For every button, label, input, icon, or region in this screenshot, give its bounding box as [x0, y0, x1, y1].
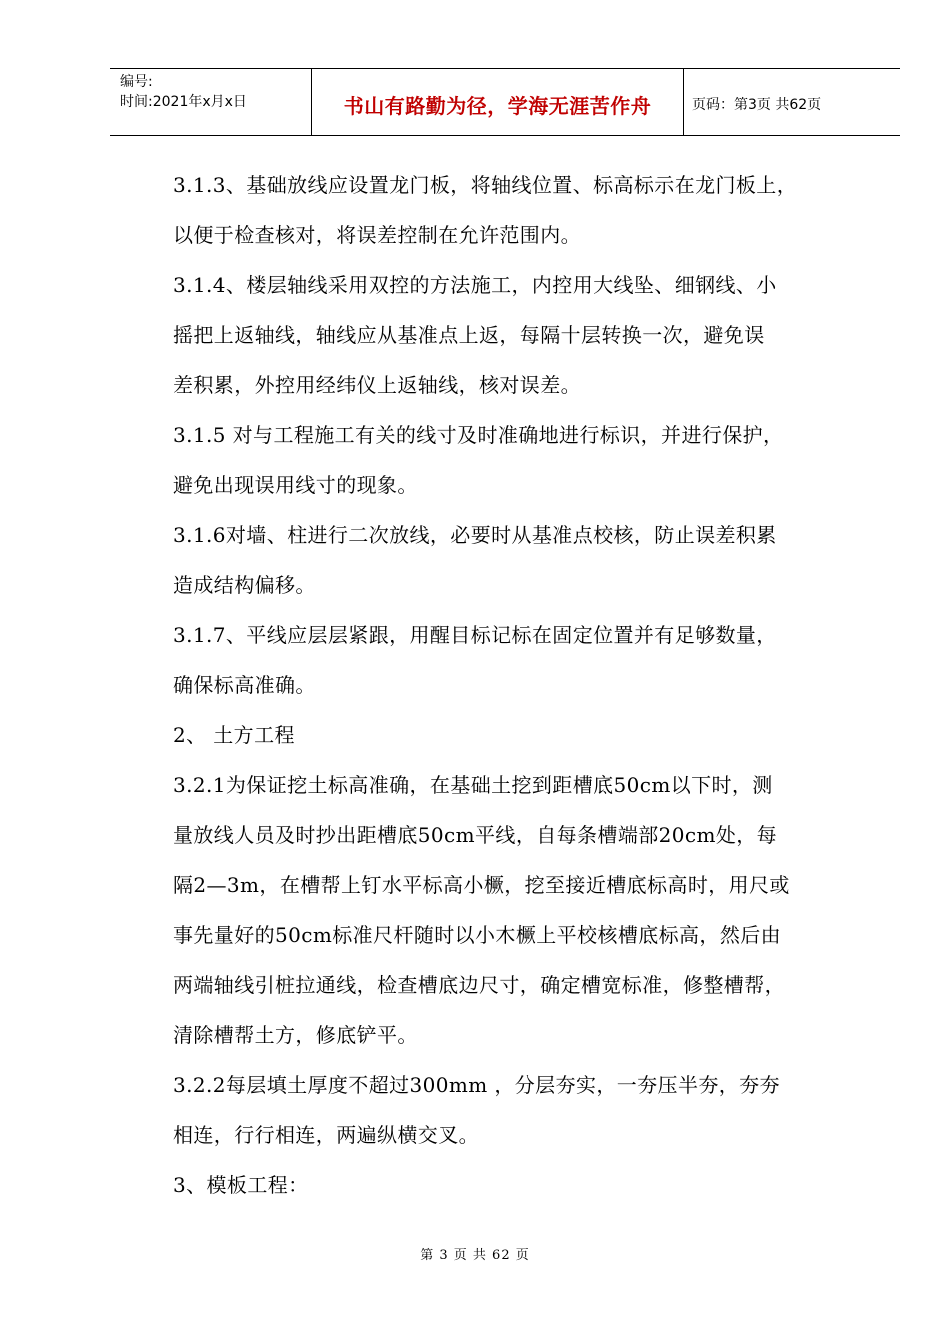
body-line: 摇把上返轴线，轴线应从基准点上返，每隔十层转换一次，避免误: [173, 323, 765, 347]
body-line: 3.2.1为保证挖土标高准确，在基础土挖到距槽底50cm以下时，测: [173, 773, 773, 797]
body-line: 以便于检查核对，将误差控制在允许范围内。: [173, 223, 581, 247]
document-number-label: 编号:: [120, 74, 153, 90]
body-line: 3.1.7、平线应层层紧跟，用醒目标记标在固定位置并有足够数量，: [173, 623, 777, 647]
body-line: 隔2—3m，在槽帮上钉水平标高小橛，挖至接近槽底标高时，用尺或: [173, 873, 790, 897]
body-line: 3.2.2每层填土厚度不超过300mm ，分层夯实，一夯压半夯，夯夯: [173, 1073, 780, 1097]
section-heading: 3、模板工程：: [173, 1173, 309, 1197]
body-line: 相连，行行相连，两遍纵横交叉。: [173, 1123, 479, 1147]
body-line: 造成结构偏移。: [173, 573, 316, 597]
document-date: 时间:2021年x月x日: [120, 94, 247, 110]
body-line: 3.1.6对墙、柱进行二次放线，必要时从基准点校核，防止误差积累: [173, 523, 777, 547]
document-body: [173, 160, 863, 1210]
header-motto: 书山有路勤为径，学海无涯苦作舟: [312, 69, 684, 135]
body-line: 3.1.5 对与工程施工有关的线寸及时准确地进行标识，并进行保护，: [173, 423, 784, 447]
body-line: 3.1.4、楼层轴线采用双控的方法施工，内控用大线坠、细钢线、小: [173, 273, 777, 297]
body-line: 两端轴线引桩拉通线，检查槽底边尺寸，确定槽宽标准，修整槽帮，: [173, 973, 785, 997]
header-page-info: 页码：第3页 共62页: [692, 97, 822, 113]
body-line: 确保标高准确。: [173, 673, 316, 697]
page-header: [110, 68, 900, 136]
page-footer: 第 3 页 共 62 页: [420, 1248, 530, 1263]
body-line: 差积累，外控用经纬仪上返轴线，核对误差。: [173, 373, 581, 397]
body-line: 3.1.3、基础放线应设置龙门板，将轴线位置、标高标示在龙门板上，: [173, 173, 798, 197]
body-line: 避免出现误用线寸的现象。: [173, 473, 418, 497]
section-heading: 2、 土方工程: [173, 723, 295, 747]
body-line: 量放线人员及时抄出距槽底50cm平线，自每条槽端部20cm处，每: [173, 823, 778, 847]
header-meta: [110, 69, 312, 135]
body-line: 清除槽帮土方，修底铲平。: [173, 1023, 418, 1047]
body-line: 事先量好的50cm标准尺杆随时以小木橛上平校核槽底标高，然后由: [173, 923, 782, 947]
